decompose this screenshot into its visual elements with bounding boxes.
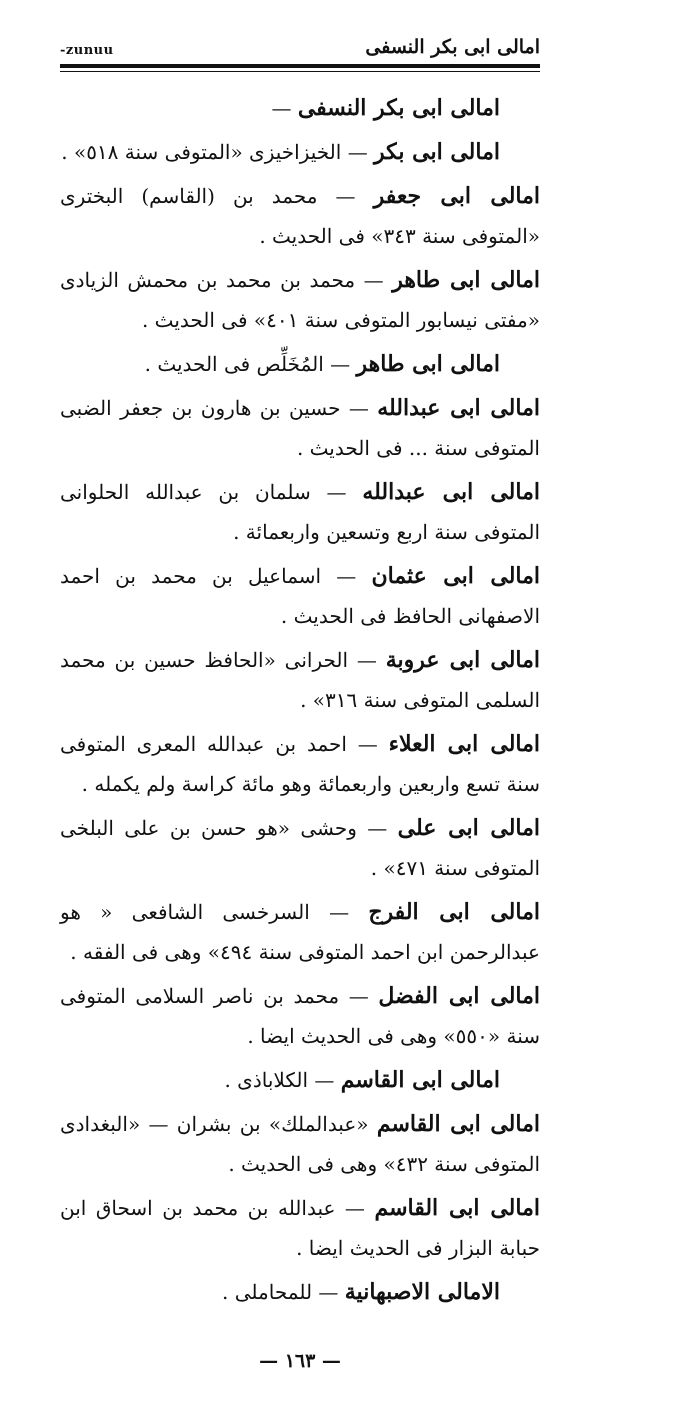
bibliography-entry [60, 556, 540, 636]
entry-title: امالى ابى طاهر [392, 267, 540, 293]
bibliography-entry [60, 724, 540, 804]
bibliography-entry [60, 976, 540, 1056]
entry-description: — الكلاباذى . [224, 1068, 341, 1092]
entry-description: — الخيزاخيزى «المتوفى سنة ٥١٨» . [61, 140, 375, 164]
page-header [60, 36, 540, 58]
entry-description: — عبدالله بن محمد بن اسحاق ابن حبابة البزار فى الحديث ايضا . [60, 1196, 540, 1260]
entry-title: امالى ابى العلاء [388, 731, 540, 757]
entry-description: «عبدالملك» بن بشران — «البغدادى المتوفى سنة ٤٣٢» وهى فى الحديث . [60, 1112, 540, 1176]
bibliography-entry [60, 176, 540, 256]
entry-title: امالى ابى عثمان [371, 563, 541, 589]
entry-description: — احمد بن عبدالله المعرى المتوفى سنة تسع واربعين واربعمائة وهو مائة كراسة ولم يكمله . [60, 732, 540, 796]
bibliography-entry [60, 1188, 540, 1268]
bibliography-entry [60, 388, 540, 468]
entry-description: — محمد بن محمد بن محمش الزيادى «مفتى نيسابور المتوفى سنة ٤٠١» فى الحديث . [60, 268, 540, 332]
entry-list [60, 88, 540, 1316]
bibliography-entry [60, 1060, 540, 1100]
entry-title: امالى ابى جعفر [373, 183, 540, 209]
entry-description: — سلمان بن عبدالله الحلوانى المتوفى سنة اربع وتسعين واربعمائة . [60, 480, 540, 544]
bibliography-entry [60, 640, 540, 720]
bibliography-entry [60, 808, 540, 888]
entry-title: امالى ابى بكر النسفى [297, 95, 500, 121]
entry-title: امالى ابى عروبة [385, 647, 540, 673]
entry-title: امالى ابى الفرج [368, 899, 540, 925]
entry-description: — محمد بن (القاسم) البخترى «المتوفى سنة ٣٤٣» فى الحديث . [60, 184, 540, 248]
bibliography-entry [60, 892, 540, 972]
entry-description: — محمد بن ناصر السلامى المتوفى سنة «٥٥٠» وهى فى الحديث ايضا . [60, 984, 540, 1048]
entry-title: امالى ابى القاسم [340, 1067, 500, 1093]
header-rule-thick [60, 64, 540, 68]
page-number: — ١٦٣ — [259, 1350, 341, 1372]
entry-description: — [271, 96, 298, 120]
bibliography-entry [60, 260, 540, 340]
bibliography-entry [60, 344, 540, 384]
bibliography-entry [60, 1104, 540, 1184]
entry-description: — الحرانى «الحافظ حسين بن محمد السلمى المتوفى سنة ٣١٦» . [60, 648, 540, 712]
header-rule-thin [60, 71, 540, 72]
entry-title: امالى ابى بكر [374, 139, 500, 165]
bibliography-entry [60, 132, 540, 172]
bibliography-entry [60, 88, 540, 128]
entry-description: — اسماعيل بن محمد بن احمد الاصفهانى الحافظ فى الحديث . [60, 564, 540, 628]
entry-description: — وحشى «هو حسن بن على البلخى المتوفى سنة ٤٧١» . [60, 816, 540, 880]
entry-title: امالى ابى عبدالله [362, 479, 540, 505]
entry-title: الامالى الاصبهانية [344, 1279, 500, 1305]
entry-title: امالى ابى على [397, 815, 541, 841]
entry-description: — المُخَلِّص فى الحديث . [144, 352, 357, 376]
entry-description: — حسين بن هارون بن جعفر الضبى المتوفى سنة ... فى الحديث . [60, 396, 540, 460]
bibliography-entry [60, 1272, 540, 1312]
entry-title: امالى ابى القاسم [374, 1195, 540, 1221]
entry-title: امالى ابى الفضل [378, 983, 540, 1009]
bibliography-entry [60, 472, 540, 552]
entry-description: — السرخسى الشافعى « هو عبدالرحمن ابن احمد المتوفى سنة ٤٩٤» وهى فى الفقه . [60, 900, 540, 964]
entry-title: امالى ابى عبدالله [377, 395, 540, 421]
running-title: امالى ابى بكر النسفى [365, 36, 540, 58]
entry-title: امالى ابى طاهر [356, 351, 500, 377]
entry-title: امالى ابى القاسم [376, 1111, 540, 1137]
entry-description: — للمحاملى . [222, 1280, 345, 1304]
chapter-mark: -zunuu [60, 43, 114, 58]
